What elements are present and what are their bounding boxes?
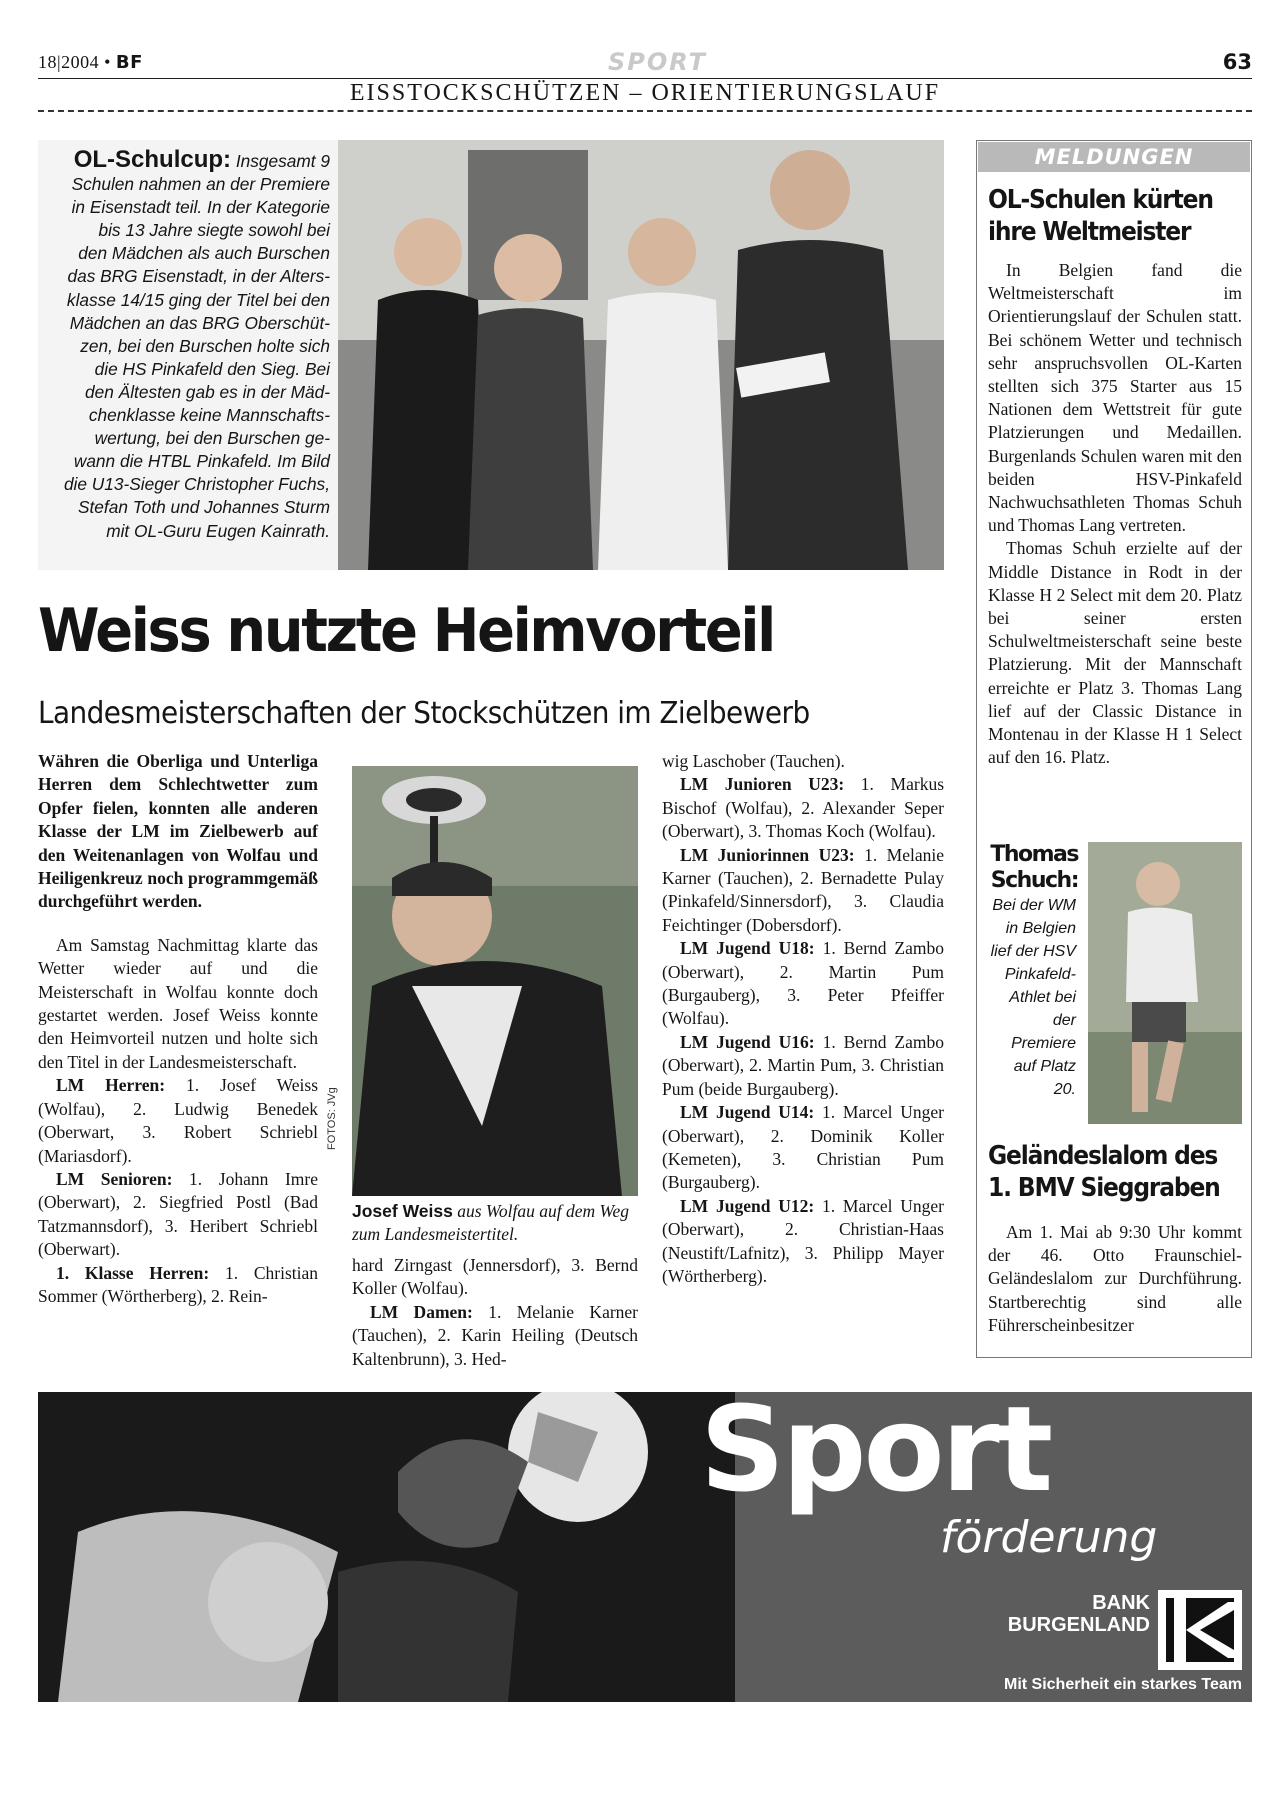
result-jugend-u14	[662, 1101, 944, 1195]
separator: •	[104, 52, 111, 72]
result-label: LM Juniorinnen U23:	[680, 844, 855, 865]
caption-line: Insgesamt 9	[235, 151, 330, 171]
caption-line: den Mädchen als auch Burschen	[78, 243, 330, 264]
result-text: 1. Melanie Karner (Tauchen), 2. Bernadette Pulay (Pinkafeld/Sinnersdorf), 3. Claudia Feichtinger (Dobersdorf).	[662, 844, 945, 935]
caption-lead: OL-Schulcup:	[73, 146, 232, 173]
news-body	[988, 259, 1242, 769]
article-paragraph: Am Samstag Nachmittag klarte das Wetter wieder auf und die Meisterschaft in Wolfau konnte doch gestartet werden. Josef Weiss konnte den Heimvorteil nutzen und holte sich den Titel in der Landesmeisterschaft.	[38, 934, 318, 1072]
article-headline: Weiss nutzte Heimvorteil	[38, 596, 774, 666]
news-title: Geländeslalom des 1. BMV Sieggraben	[988, 1141, 1220, 1203]
caption-line: wann die HTBL Pinkafeld. Im Bild	[73, 451, 330, 472]
result-damen	[352, 1301, 638, 1371]
issue-number: 18|2004	[38, 52, 100, 72]
result-text: 1. Marcel Unger (Oberwart), 2. Christian-Haas (Neustift/Lafnitz), 3. Philipp Mayer (Wörtherberg).	[662, 1195, 944, 1286]
bank-logo-icon	[1158, 1590, 1242, 1670]
article-continuation: hard Zirngast (Jennersdorf), 3. Bernd Koller (Wolfau).	[352, 1255, 638, 1299]
result-text: 1. Johann Imre (Oberwart), 2. Siegfried Postl (Bad Tatzmannsdorf), 3. Heribert Schriebl (Oberwart).	[38, 1168, 318, 1260]
page-number: 63	[1222, 50, 1252, 74]
bank-name	[990, 1592, 1150, 1636]
news-title: OL-Schulen kürten ihre Weltmeister	[988, 185, 1213, 247]
result-klasse-herren	[38, 1262, 318, 1309]
caption-line: zen, bei den Burschen holte sich	[80, 335, 330, 356]
result-herren	[38, 1074, 318, 1168]
photo-caption-weiss	[352, 1200, 638, 1246]
caption-line: bis 13 Jahre siegte sowohl bei	[98, 220, 330, 241]
caption-line: das BRG Eisenstadt, in der Alters-	[67, 266, 330, 287]
result-text: 1. Markus Bischof (Wolfau), 2. Alexander Seper (Oberwart), 3. Thomas Koch (Wolfau).	[662, 774, 945, 842]
caption-line: den Ältesten gab es in der Mäd-	[85, 381, 330, 402]
ad-word-sport: Sport	[700, 1380, 1051, 1518]
result-juniorinnen-u23	[662, 844, 944, 938]
athlete-photo	[1088, 842, 1242, 1124]
result-text: 1. Bernd Zambo (Oberwart), 2. Martin Pum (Burgauberg), 3. Peter Pfeiffer (Wolfau).	[662, 938, 945, 1029]
dashed-divider	[38, 110, 1252, 112]
result-label: 1. Klasse Herren:	[56, 1262, 210, 1283]
result-text: 1. Christian Sommer (Wörtherberg), 2. Rein-	[38, 1262, 318, 1306]
result-label: LM Damen:	[370, 1301, 473, 1322]
header-rule	[38, 78, 1252, 79]
page-topic: EISSTOCKSCHÜTZEN – ORIENTIERUNGSLAUF	[349, 80, 941, 106]
article-continuation: wig Laschober (Tauchen).	[662, 751, 845, 771]
caption-name: Josef Weiss	[352, 1201, 453, 1221]
ad-word-foerderung: förderung	[940, 1512, 1158, 1563]
caption-line: klasse 14/15 ging der Titel bei den	[66, 289, 330, 310]
caption-line: die HS Pinkafeld den Sieg. Bei	[94, 358, 330, 379]
result-label: LM Jugend U14:	[680, 1102, 815, 1123]
result-label: LM Jugend U18:	[680, 938, 815, 959]
result-label: LM Senioren:	[56, 1168, 173, 1189]
result-text: 1. Bernd Zambo (Oberwart), 2. Martin Pum, 3. Christian Pum (beide Burgauberg).	[662, 1031, 945, 1099]
josef-weiss-photo	[352, 766, 638, 1196]
result-label: LM Jugend U16:	[680, 1031, 815, 1052]
article-column-2	[352, 1254, 638, 1371]
article-subheadline: Landesmeisterschaften der Stockschützen im Zielbewerb	[38, 696, 810, 731]
result-label: LM Jugend U12:	[680, 1195, 815, 1216]
news-paragraph: In Belgien fand die Weltmeisterschaft im Orientierungslauf der Schulen statt. Bei schönem Wetter und technisch sehr anspruchsvollen OL-Karten stellten sich 375 Starter aus 15 Nationen dem Wettstreit für gute Platzierungen und Medaillen. Burgenlands Schulen waren mit den beiden HSV-Pinkafeld Nachwuchsathleten Thomas Schuh und Thomas Lang vertreten.	[988, 260, 1242, 536]
sidebar-band: MELDUNGEN	[978, 142, 1250, 172]
caption-line: Schulen nahmen an der Premiere	[71, 174, 330, 195]
result-label: LM Herren:	[56, 1075, 166, 1096]
news-paragraph: Am 1. Mai ab 9:30 Uhr kommt der 46. Otto Fraunschiel-Geländeslalom zur Durchführung. Startberechtig sind alle Führerscheinbesitzer	[988, 1222, 1242, 1335]
athlete-name: Thomas Schuch:	[990, 842, 1078, 893]
caption-line: die U13-Sieger Christopher Fuchs,	[63, 474, 330, 495]
result-label: LM Junioren U23:	[680, 774, 845, 795]
bank-name-line: BURGENLAND	[1007, 1614, 1150, 1636]
athlete-caption: Bei der WM in Belgien lief der HSV Pinkafeld-Athlet bei der Premiere auf Platz 20.	[990, 897, 1076, 1098]
photo-caption	[48, 148, 330, 543]
bank-slogan: Mit Sicherheit ein starkes Team	[1003, 1676, 1242, 1693]
caption-line: chenklasse keine Mannschafts-	[88, 405, 330, 426]
caption-line: Mädchen an das BRG Oberschüt-	[69, 312, 330, 333]
result-jugend-u12	[662, 1195, 944, 1289]
news-body	[988, 1221, 1242, 1337]
bank-name-line: BANK	[1092, 1592, 1150, 1614]
article-column-1	[38, 750, 318, 1308]
caption-line: in Eisenstadt teil. In der Kategorie	[71, 197, 330, 218]
result-text: 1. Melanie Karner (Tauchen), 2. Karin Heiling (Deutsch Kaltenbrunn), 3. Hed-	[352, 1301, 639, 1369]
issue-line	[38, 52, 143, 73]
caption-line: Stefan Toth und Johannes Sturm	[77, 497, 330, 518]
result-text: 1. Josef Weiss (Wolfau), 2. Ludwig Benedek (Oberwart, 3. Robert Schriebl (Mariasdorf).	[38, 1075, 319, 1166]
result-jugend-u18	[662, 937, 944, 1031]
result-junioren-u23	[662, 773, 944, 843]
paper-name: BF	[115, 52, 143, 73]
result-jugend-u16	[662, 1031, 944, 1101]
caption-line: mit OL-Guru Eugen Kainrath.	[106, 520, 330, 541]
section-title: SPORT	[608, 48, 708, 76]
caption-line: wertung, bei den Burschen ge-	[94, 428, 330, 449]
news-paragraph: Thomas Schuh erzielte auf der Middle Distance in Rodt in der Klasse H 2 Select mit dem 20. Platz bei seiner ersten Schulweltmeisterschaft seine beste Platzierung. Mit der Mannschaft erreichte er Platz 3. Thomas Lang lief auf der Classic Distance in Montenau in der Klasse H 1 Select auf den 16. Platz.	[988, 538, 1242, 768]
result-senioren	[38, 1168, 318, 1262]
photo-credit: FOTOS: JVg	[326, 1087, 338, 1150]
article-column-3	[662, 750, 944, 1288]
result-text: 1. Marcel Unger (Oberwart), 2. Dominik Koller (Kemeten), 3. Christian Pum (Burgauberg).	[662, 1102, 944, 1193]
caption-text: aus Wolfau auf dem Weg zum Landesmeistertitel.	[352, 1201, 629, 1244]
article-intro: Währen die Oberliga und Unterliga Herren dem Schlechtwetter zum Opfer fielen, konnten alle anderen Klasse der LM im Zielbewerb auf den Weitenanlagen von Wolfau und Heiligenkreuz noch programmgemäß durchgeführt werden.	[38, 751, 318, 912]
